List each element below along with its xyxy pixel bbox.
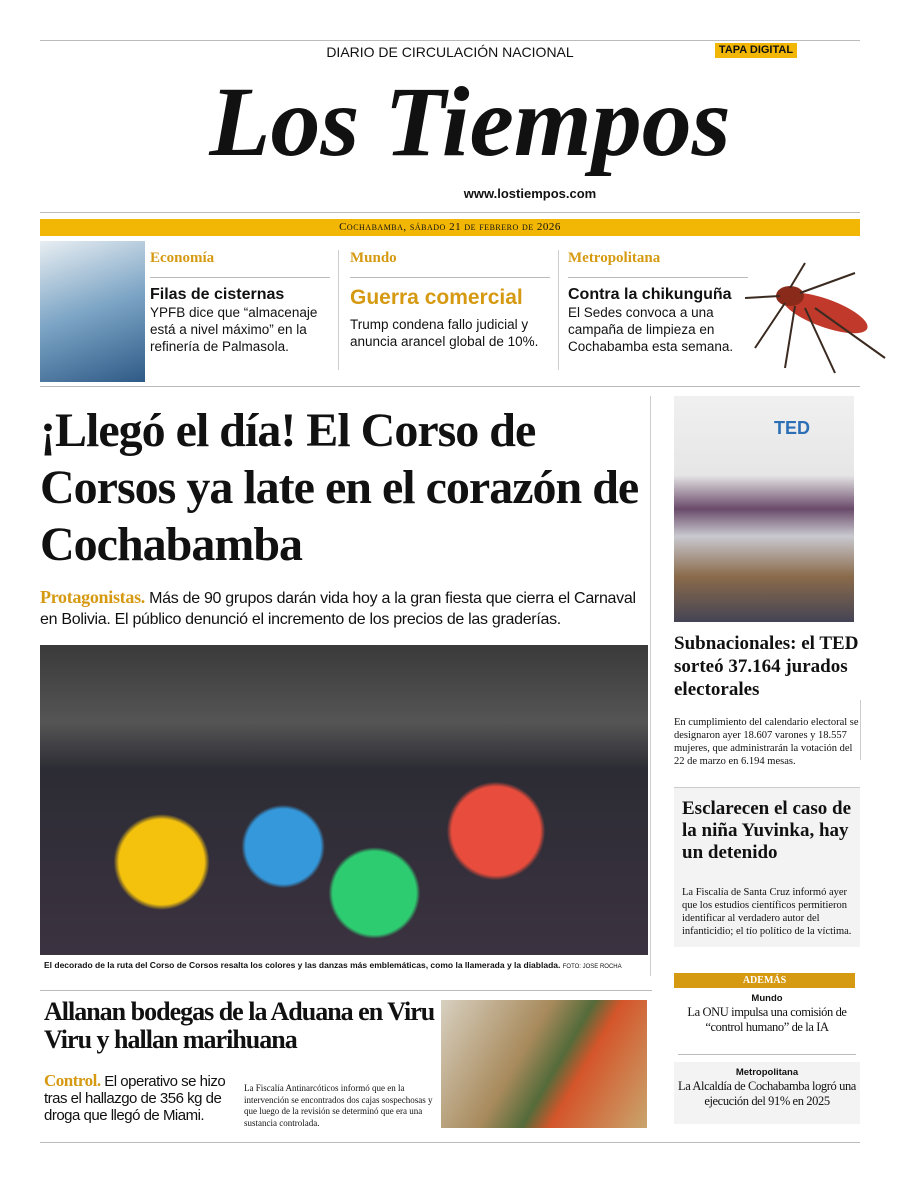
section-label: Metropolitana	[568, 250, 661, 266]
divider	[860, 700, 861, 760]
photo-caption	[44, 960, 649, 973]
teaser-text: Trump condena fallo judicial y anuncia arancel global de 10%.	[350, 317, 539, 349]
ademas-item[interactable]	[674, 993, 860, 1035]
main-headline[interactable]: ¡Llegó el día! El Corso de Corsos ya late en el corazón de Cochabamba	[40, 404, 639, 571]
mosquito-illustration	[745, 258, 895, 378]
teaser-title: Guerra comercial	[350, 286, 523, 309]
divider	[558, 250, 559, 370]
main-lead	[40, 587, 645, 630]
tapa-digital-button[interactable]: TAPA DIGITAL	[715, 43, 797, 58]
teaser-mundo[interactable]	[350, 250, 550, 350]
ademas-section: Mundo	[751, 993, 783, 1004]
lead-text: El operativo se hizo tras el hallazgo de 356 kg de droga que llegó de Miami.	[44, 1073, 226, 1124]
teaser-economia[interactable]	[150, 250, 330, 355]
ted-photo	[674, 396, 854, 622]
aduana-photo	[441, 1000, 647, 1128]
caption-text: El decorado de la ruta del Corso de Corsos resalta los colores y las danzas más emblemáticas, como la llamerada y la diablada.	[44, 960, 561, 970]
rule	[678, 1054, 856, 1055]
divider	[338, 250, 339, 370]
teaser-title: Filas de cisternas	[150, 286, 285, 303]
lead-text: Más de 90 grupos darán vida hoy a la gran fiesta que cierra el Carnaval en Bolivia. El público denunció el incremento de los precios de las graderías.	[40, 590, 636, 628]
kicker: Control.	[44, 1071, 101, 1090]
teaser-title: Contra la chikunguña	[568, 286, 732, 303]
ted-headline[interactable]: Subnacionales: el TED sorteó 37.164 jurados electorales	[674, 633, 859, 700]
rule	[40, 212, 860, 213]
ted-sign: TED	[774, 418, 810, 438]
bottom-rule	[40, 1142, 860, 1143]
date-bar: Cochabamba, sábado 21 de febrero de 2026	[40, 219, 860, 236]
ted-text: En cumplimiento del calendario electoral se designaron ayer 18.607 varones y 18.557 mujeres, que administrarán la votación del 22 de marzo en 6.194 mesas.	[674, 717, 859, 767]
corso-photo	[40, 645, 648, 955]
aduana-lead	[44, 1072, 238, 1124]
teaser-text: El Sedes convoca a una campaña de limpieza en Cochabamba esta semana.	[568, 305, 734, 354]
rule	[40, 386, 860, 387]
ypfb-worker-photo	[40, 241, 145, 382]
ademas-section: Metropolitana	[735, 1067, 799, 1078]
rule	[40, 990, 652, 991]
top-rule	[40, 40, 860, 41]
ademas-label: ADEMÁS	[674, 973, 855, 988]
teaser-text: YPFB dice que “almacenaje está a nivel máximo” en la refinería de Palmasola.	[150, 305, 318, 354]
aduana-text: La Fiscalía Antinarcóticos informó que en la intervención se encontrados dos cajas sospechosas y que luego de la revisión se determinó que era una sustancia controlada.	[244, 1083, 433, 1128]
yuvinka-text: La Fiscalía de Santa Cruz informó ayer que los estudios científicos permitieron identificar al verdadero autor del infanticidio; el tío político de la víctima.	[682, 887, 852, 937]
site-url[interactable]: www.lostiempos.com	[463, 186, 597, 201]
section-label: Economía	[150, 250, 215, 266]
section-label: Mundo	[350, 250, 397, 266]
ademas-title: La ONU impulsa una comisión de “control humano” de la IA	[687, 1005, 847, 1034]
logo[interactable]: Los Tiempos	[209, 66, 731, 177]
tagline: DIARIO DE CIRCULACIÓN NACIONAL	[326, 44, 574, 60]
ademas-title: La Alcaldía de Cochabamba logró una ejecución del 91% en 2025	[678, 1079, 856, 1108]
aduana-headline[interactable]: Allanan bodegas de la Aduana en Viru Viru y hallan marihuana	[44, 997, 435, 1054]
yuvinka-headline: Esclarecen el caso de la niña Yuvinka, hay un detenido	[682, 798, 852, 863]
ademas-item[interactable]	[674, 1062, 860, 1124]
teaser-metropolitana[interactable]	[568, 250, 748, 355]
photo-credit: FOTO: JOSE ROCHA	[562, 964, 622, 970]
yuvinka-box[interactable]	[674, 787, 860, 947]
divider	[650, 396, 651, 976]
kicker: Protagonistas.	[40, 587, 145, 607]
